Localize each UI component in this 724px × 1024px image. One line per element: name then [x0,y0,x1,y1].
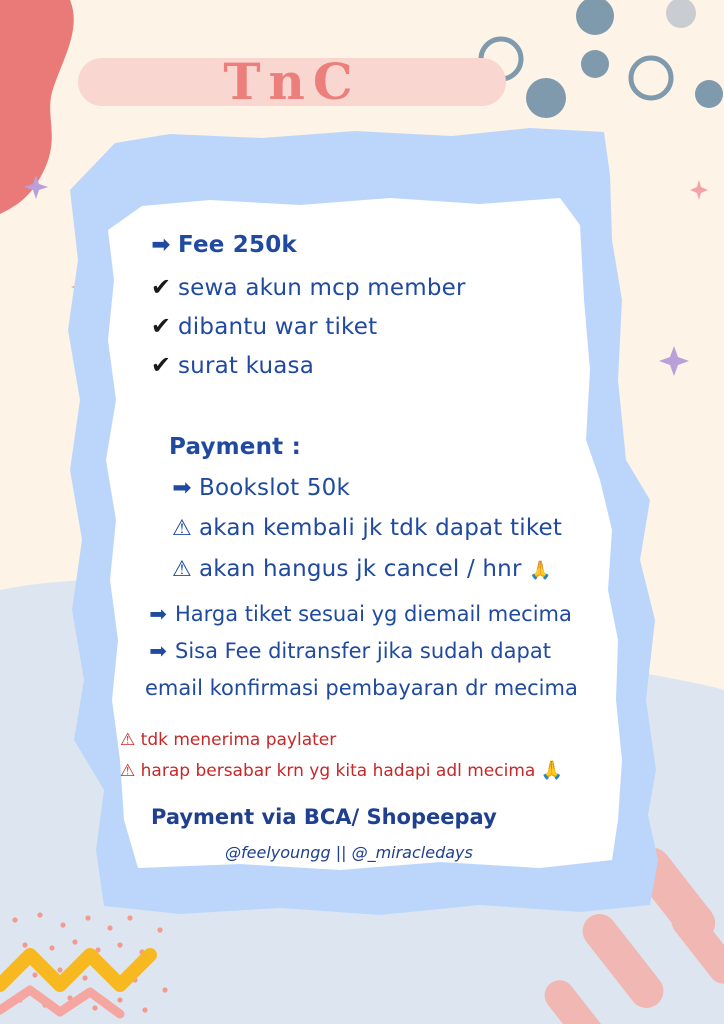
payment-note [169,556,552,582]
praying-hands-icon: 🙏 [529,560,552,581]
check-icon: ✔ [150,273,172,301]
fee-item [148,312,377,340]
arrow-right-icon: ➡ [172,475,192,501]
fee-item [148,273,466,301]
payment-note [169,515,562,541]
arrow-right-icon: ➡ [149,639,167,663]
payment-note-text: akan hangus jk cancel / hnr [199,556,522,582]
fee-item [148,351,314,379]
arrow-right-icon: ➡ [149,602,167,626]
warning-line-text: harap bersabar krn yg kita hadapi adl mecima [140,761,536,781]
fee-heading [148,232,297,258]
bookslot-line [169,475,350,501]
social-handles: @feelyoungg || @_miracledays [225,843,473,862]
warning-line [120,730,336,750]
info-line [145,602,572,626]
info-line-text: Harga tiket sesuai yg diemail mecima [175,602,572,626]
bookslot-text: Bookslot 50k [199,475,351,501]
info-line [145,639,551,663]
warning-icon: ⚠ [120,761,136,781]
warning-line-text: tdk menerima paylater [140,730,337,750]
fee-item-text: sewa akun mcp member [178,275,466,301]
check-icon: ✔ [150,351,172,379]
warning-icon: ⚠ [120,730,136,750]
payment-note-text: akan kembali jk tdk dapat tiket [199,515,563,541]
fee-heading-text: Fee 250k [178,232,297,258]
info-line-text: Sisa Fee ditransfer jika sudah dapat [175,639,551,663]
arrow-right-icon: ➡ [151,232,171,258]
warning-line [120,760,563,781]
check-icon: ✔ [150,312,172,340]
warning-icon: ⚠ [172,557,192,582]
fee-item-text: dibantu war tiket [178,314,378,340]
warning-icon: ⚠ [172,516,192,541]
payment-via: Payment via BCA/ Shopeepay [151,805,497,829]
page-title: TnC [223,52,361,111]
info-line-continued: email konfirmasi pembayaran dr mecima [145,676,578,700]
fee-item-text: surat kuasa [178,353,314,379]
payment-heading: Payment : [169,434,301,460]
praying-hands-icon: 🙏 [540,760,564,781]
